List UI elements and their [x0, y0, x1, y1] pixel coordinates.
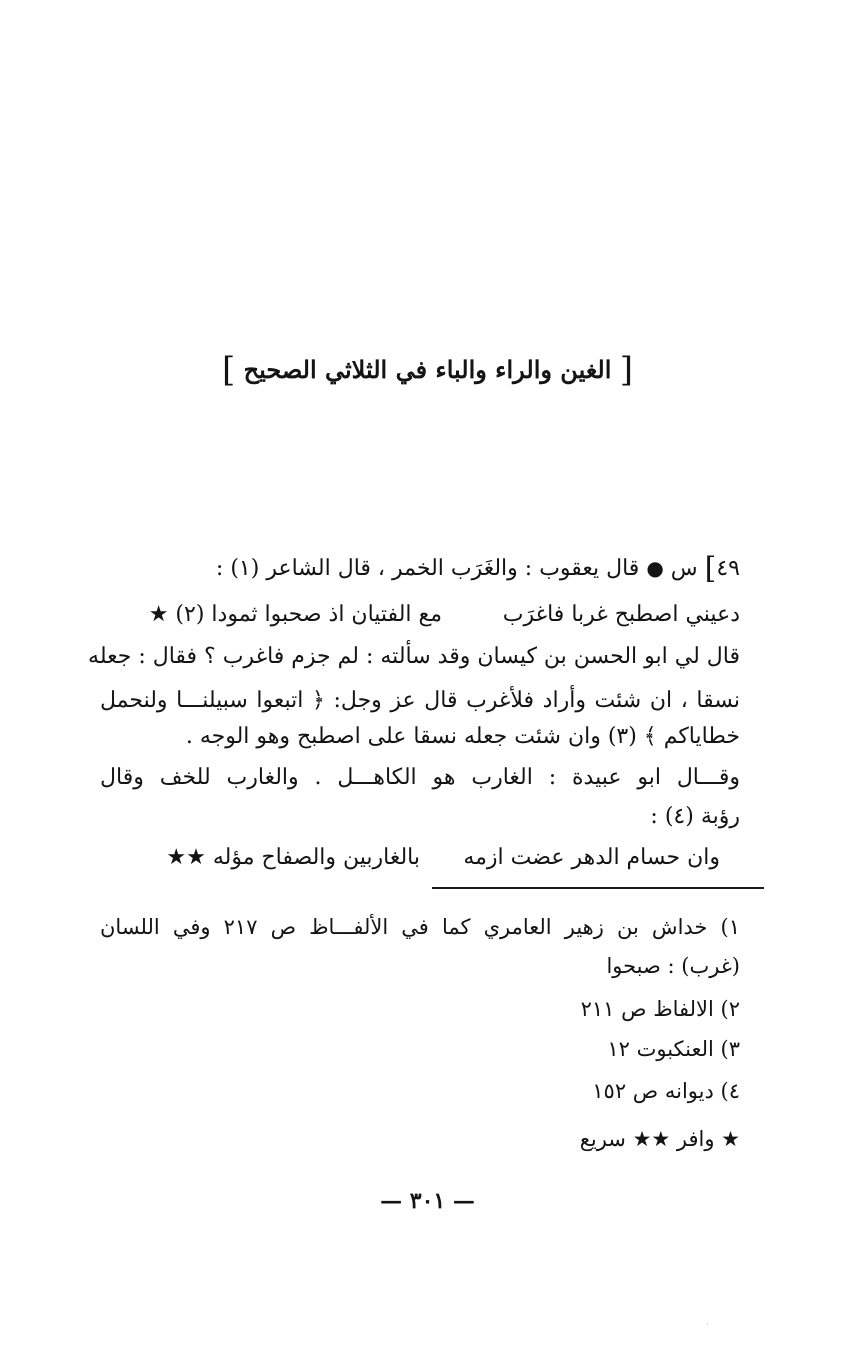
footnote-1-line-2: (غرب) : صبحوا: [606, 954, 740, 978]
text-line-2: قال لي ابو الحسن بن كيسان وقد سألته : لم جزم فاغرب ؟ فقال : جعله: [88, 644, 740, 669]
footnote-separator: [432, 887, 764, 889]
verse-2-second-hemistich: بالغاربين والصفاح مؤله ★★: [166, 845, 420, 870]
section-marker: س: [670, 556, 698, 581]
section-bracket: ]: [704, 551, 717, 586]
footnote-2: ٢) الالفاظ ص ٢١١: [580, 997, 740, 1021]
scan-speck: ·: [706, 1320, 709, 1329]
heading-title: الغين والراء والباء في الثلاثي الصحيح: [243, 355, 612, 384]
footnote-4: ٤) ديوانه ص ١٥٢: [592, 1079, 740, 1103]
text-line-3: نسقا ، ان شئت وأراد فلأغرب قال عز وجل: ﴿ اتبعوا سبيلنـــا ولنحمل: [100, 688, 740, 713]
text-line-4: خطاياكم ﴾ (٣) وان شئت جعله نسقا على اصطبح وهو الوجه .: [185, 724, 740, 749]
verse-1: [100, 595, 740, 635]
verse-2-first-hemistich: وان حسام الدهر عضت ازمه: [463, 845, 720, 870]
text-line-6: رؤبة (٤) :: [650, 804, 740, 829]
verse-2: [120, 838, 720, 878]
footnote-1-line-1: ١) خداش بن زهير العامري كما في الألفـــاظ ص ٢١٧ وفي اللسان: [100, 915, 740, 939]
meters-note: ★ وافر ★★ سريع: [579, 1127, 740, 1151]
verse-1-first-hemistich: دعيني اصطبح غربا فاغرَب: [502, 602, 740, 627]
bullet-dot: ●: [646, 556, 664, 580]
text-line-1: قال يعقوب : والغَرَب الخمر ، قال الشاعر (١) :: [215, 556, 640, 581]
heading-bracket-close: ]: [222, 350, 236, 390]
chapter-heading: [0, 350, 855, 390]
section-number: ٤٩]: [704, 551, 740, 586]
page-number: — ٣٠١ —: [380, 1188, 475, 1214]
section-first-line: [100, 548, 740, 588]
verse-1-second-hemistich: مع الفتيان اذ صحبوا ثمودا (٢) ★: [148, 602, 442, 627]
heading-bracket-open: [: [619, 350, 633, 390]
text-line-5: وقـــال ابو عبيدة : الغارب هو الكاهـــل . والغارب للخف وقال: [100, 765, 740, 790]
footnote-3: ٣) العنكبوت ١٢: [607, 1037, 740, 1061]
